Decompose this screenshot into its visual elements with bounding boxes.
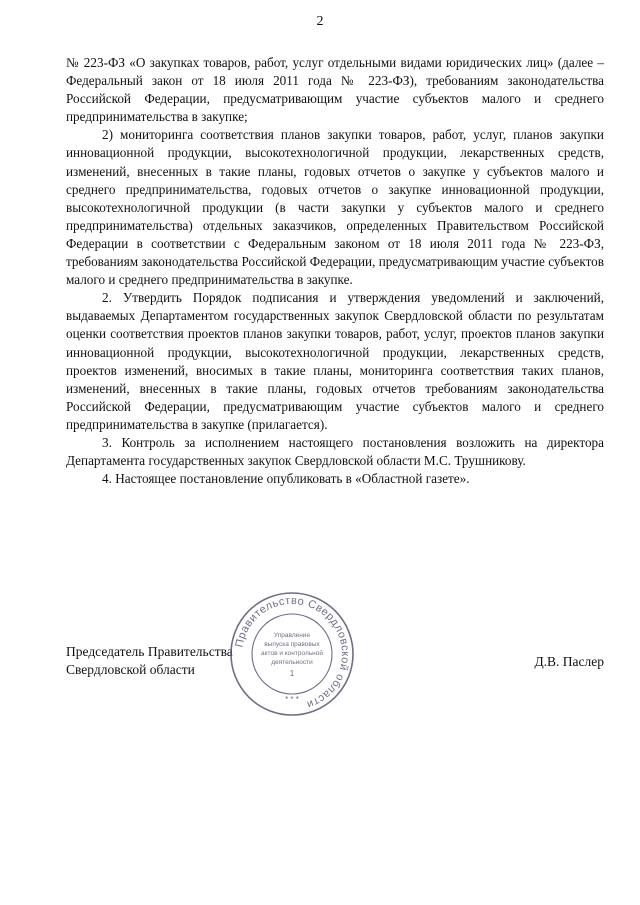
signer-title [66, 643, 233, 679]
page-number: 2 [316, 14, 324, 29]
paragraph: 3. Контроль за исполнением настоящего постановления возложить на директора Департамента государственных закупок Свердловской области М.С. Трушникову. [66, 434, 604, 469]
seal-inner-text: деятельности [271, 659, 313, 666]
paragraph: № 223-ФЗ «О закупках товаров, работ, услуг отдельными видами юридических лиц» (далее – Федеральный закон от 18 июля 2011 года № 223-ФЗ), требованиям законодательства Российской Федерации, предусматривающим участие субъектов малого и среднего предпринимательства в закупке; [66, 55, 604, 125]
paragraph: 4. Настоящее постановление опубликовать в «Областной газете». [102, 471, 470, 487]
paragraph: 2) мониторинга соответствия планов закупки товаров, работ, услуг, планов закупки инновационной продукции, высокотехнологичной продукции, лекарственных средств, изменений, внесенных в такие планы, годовых отчетов о закупке у субъектов малого и среднего предпринимательства, годовых отчетов о закупке инновационной продукции, высокотехнологичной продукции (в части закупки у субъектов малого и среднего предпринимательства) отдельных заказчиков, определенных Правительством Российской Федерации в соответствии с Федеральным законом от 18 июля 2011 года № 223-ФЗ, требованиям законодательства Российской Федерации, предусматривающим участие субъектов малого и среднего предпринимательства в закупке. [66, 127, 604, 288]
official-seal [228, 590, 356, 718]
paragraph: 2. Утвердить Порядок подписания и утверждения уведомлений и заключений, выдаваемых Департаментом государственных закупок Свердловской области по результатам оценки соответствия проектов планов закупки товаров, работ, услуг, проектов планов закупки инновационной продукции, высокотехнологичной продукции, лекарственных средств, проектов изменений, вносимых в такие планы, мониторинга соответствия таких планов, изменений, внесенных в такие планы, годовых отчетов требованиям законодательства Российской Федерации, предусматривающим участие субъектов малого и среднего предпринимательства в закупке (прилагается). [66, 290, 604, 432]
seal-stars: * * * [285, 695, 299, 704]
seal-inner-text: выпуска правовых [264, 641, 320, 648]
signer-title-line: Свердловской области [66, 662, 195, 677]
seal-number: 1 [289, 669, 295, 678]
signer-name: Д.В. Паслер [534, 654, 604, 669]
seal-inner-text: актов и контрольной [261, 650, 323, 657]
document-body [66, 54, 604, 488]
seal-inner-text: Управление [273, 632, 311, 639]
seal-ring-text: Правительство Свердловской области [233, 594, 352, 711]
signer-title-line: Председатель Правительства [66, 644, 233, 659]
